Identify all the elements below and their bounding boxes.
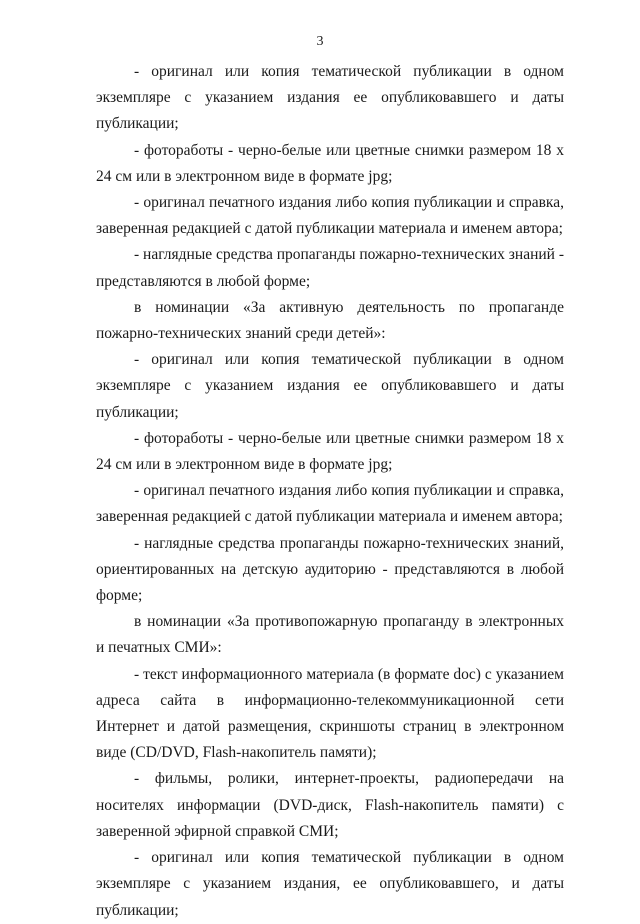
paragraph: - оригинал или копия тематической публикации в одном экземпляре с указанием издания ее опубликовавшего и даты публикации; bbox=[96, 63, 564, 133]
paragraph: - оригинал или копия тематической публикации в одном экземпляре с указанием издания, ее опубликовавшего, и даты публикации; bbox=[96, 849, 564, 919]
page-number: 3 bbox=[316, 34, 324, 49]
nomination-heading: в номинации «За активную деятельность по пропаганде пожарно-технических знаний среди детей»: bbox=[96, 298, 564, 343]
paragraph: - фотоработы - черно-белые или цветные снимки размером 18 х 24 см или в электронном виде в формате jpg; bbox=[96, 141, 564, 185]
document-body bbox=[96, 59, 564, 924]
paragraph: - оригинал печатного издания либо копия публикации и справка, заверенная редакцией с датой публикации материала и именем автора; bbox=[96, 482, 564, 526]
paragraph: - наглядные средства пропаганды пожарно-технических знаний, ориентированных на детскую аудиторию - представляются в любой форме; bbox=[96, 534, 564, 605]
nomination-heading: в номинации «За противопожарную пропаганду в электронных и печатных СМИ»: bbox=[96, 613, 564, 657]
paragraph: - оригинал печатного издания либо копия публикации и справка, заверенная редакцией с датой публикации материала и именем автора; bbox=[96, 194, 564, 238]
paragraph: - текст информационного материала (в формате doc) с указанием адреса сайта в информационно-телекоммуникационной сети Интернет и датой размещения, скриншоты страниц в электронном виде (CD/DVD, Flash-накопитель памяти); bbox=[96, 665, 564, 762]
paragraph: - наглядные средства пропаганды пожарно-технических знаний - представляются в любой форме; bbox=[96, 246, 564, 290]
paragraph: - оригинал или копия тематической публикации в одном экземпляре с указанием издания ее опубликовавшего и даты публикации; bbox=[96, 351, 564, 421]
paragraph: - фотоработы - черно-белые или цветные снимки размером 18 х 24 см или в электронном виде в формате jpg; bbox=[96, 429, 564, 474]
paragraph: - фильмы, ролики, интернет-проекты, радиопередачи на носителях информации (DVD-диск, Flash-накопитель памяти) с заверенной эфирной справкой СМИ; bbox=[96, 770, 564, 840]
